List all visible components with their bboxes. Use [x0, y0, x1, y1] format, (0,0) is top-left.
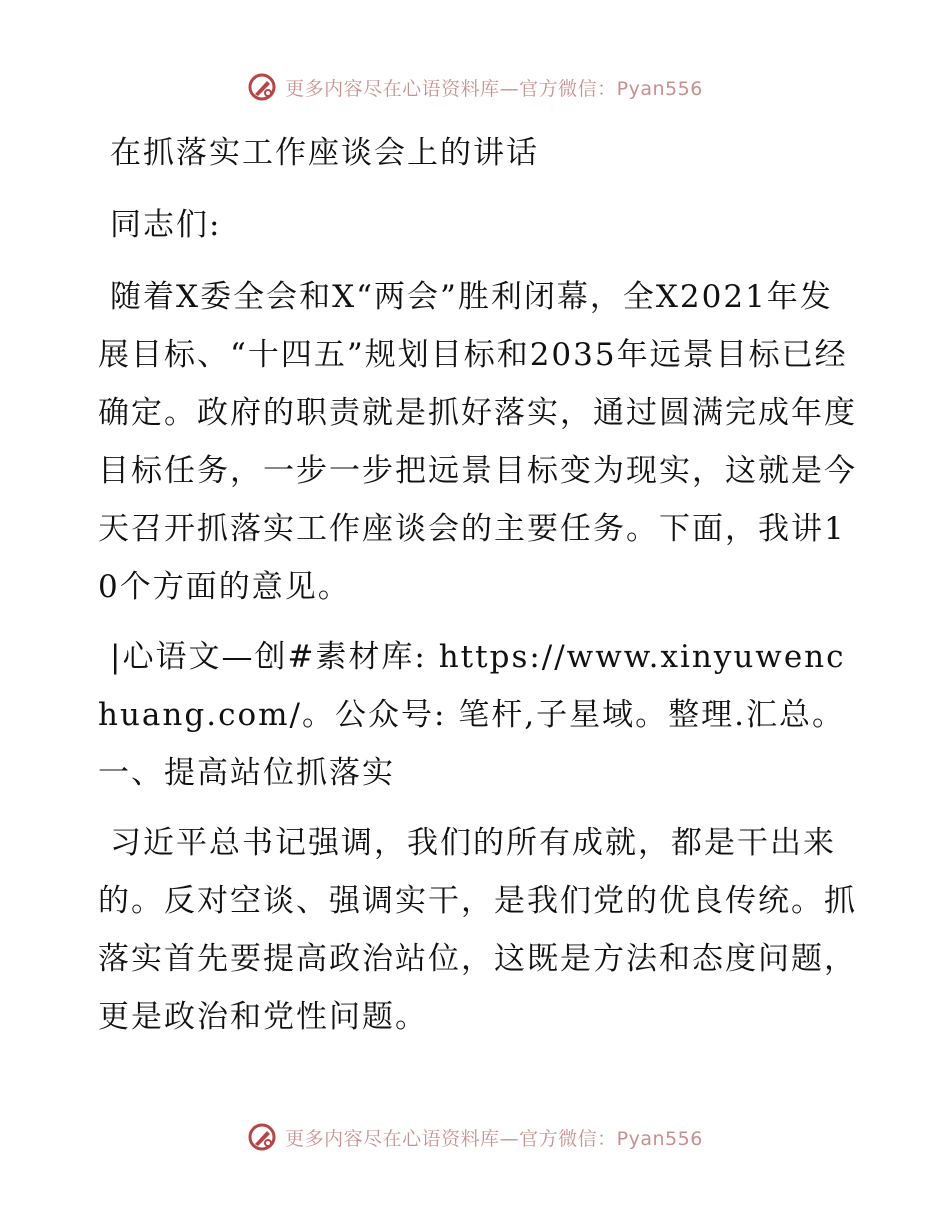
pen-logo-icon — [247, 72, 277, 102]
header-watermark-banner — [0, 72, 950, 102]
footer-banner-text: 更多内容尽在心语资料库—官方微信：Pyan556 — [285, 1127, 703, 1150]
footer-watermark-banner — [0, 1122, 950, 1152]
paragraph-2: |心语文—创#素材库: https://www.xinyuwenchuang.com/。公众号: 笔杆,子星域。整理.汇总。一、提高站位抓落实 — [98, 639, 846, 791]
header-banner-text: 更多内容尽在心语资料库—官方微信：Pyan556 — [285, 77, 703, 100]
paragraph-3: 习近平总书记强调，我们的所有成就，都是干出来的。反对空谈、强调实干，是我们党的优良传统。抓落实首先要提高政治站位，这既是方法和态度问题，更是政治和党性问题。 — [98, 825, 857, 1035]
greeting: 同志们: — [110, 207, 222, 243]
document-title: 在抓落实工作座谈会上的讲话 — [110, 135, 539, 171]
paragraph-1: 随着X委全会和X“两会”胜利闭幕，全X2021年发展目标、“十四五”规划目标和2035年远景目标已经确定。政府的职责就是抓好落实，通过圆满完成年度目标任务，一步一步把远景目标变为现实，这就是今天召开抓落实工作座谈会的主要任务。下面，我讲10个方面的意见。 — [98, 279, 857, 605]
pen-logo-icon — [247, 1122, 277, 1152]
document-body — [98, 124, 858, 1046]
